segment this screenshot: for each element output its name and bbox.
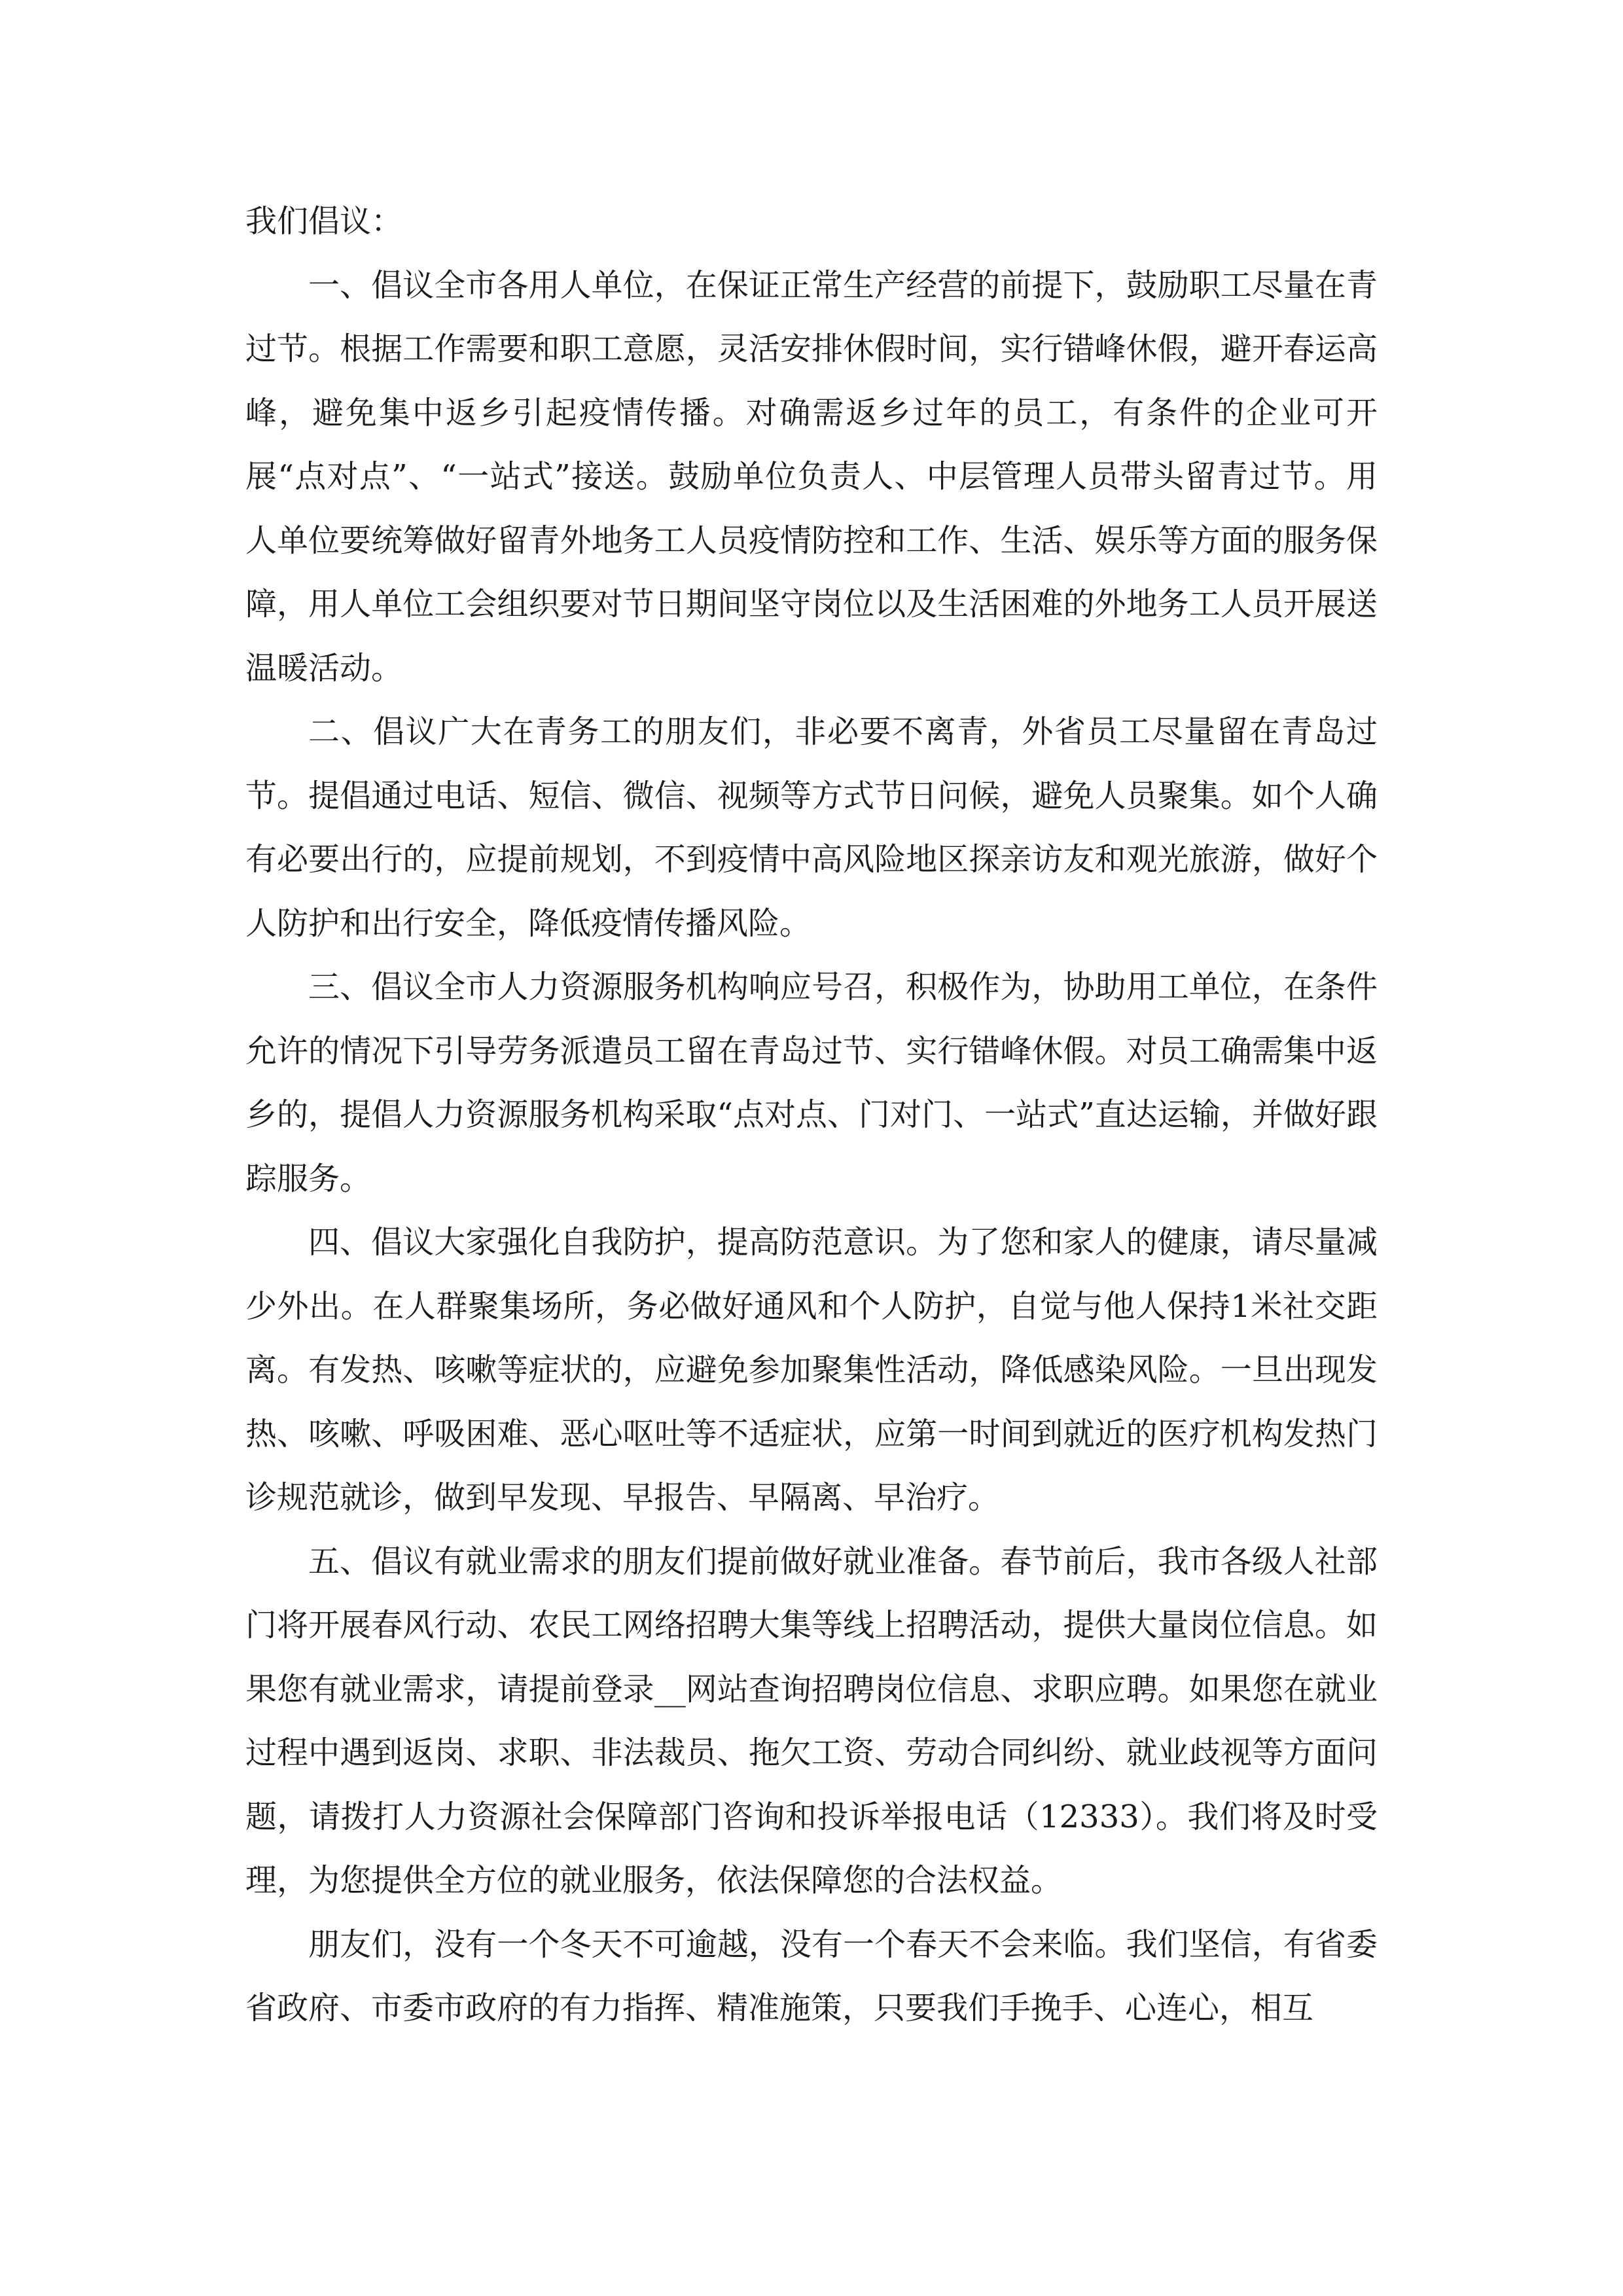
paragraph-5: 五、倡议有就业需求的朋友们提前做好就业准备。春节前后，我市各级人社部门将开展春风行动、农民工网络招聘大集等线上招聘活动，提供大量岗位信息。如果您有就业需求，请提前登录__网站查询招聘岗位信息、求职应聘。如果您在就业过程中遇到返岗、求职、非法裁员、拖欠工资、劳动合同纠纷、就业歧视等方面问题，请拨打人力资源社会保障部门咨询和投诉举报电话（12333）。我们将及时受理，为您提供全方位的就业服务，依法保障您的合法权益。 <box>245 1543 1378 1899</box>
paragraph-6: 朋友们，没有一个冬天不可逾越，没有一个春天不会来临。我们坚信，有省委省政府、市委市政府的有力指挥、精准施策，只要我们手挽手、心连心，相互 <box>245 1926 1378 2026</box>
paragraph-1: 一、倡议全市各用人单位，在保证正常生产经营的前提下，鼓励职工尽量在青过节。根据工作需要和职工意愿，灵活安排休假时间，实行错峰休假，避开春运高峰，避免集中返乡引起疫情传播。对确需返乡过年的员工，有条件的企业可开展“点对点”、“一站式”接送。鼓励单位负责人、中层管理人员带头留青过节。用人单位要统筹做好留青外地务工人员疫情防控和工作、生活、娱乐等方面的服务保障，用人单位工会组织要对节日期间坚守岗位以及生活困难的外地务工人员开展送温暖活动。 <box>245 266 1378 687</box>
paragraph-2: 二、倡议广大在青务工的朋友们，非必要不离青，外省员工尽量留在青岛过节。提倡通过电话、短信、微信、视频等方式节日问候，避免人员聚集。如个人确有必要出行的，应提前规划，不到疫情中高风险地区探亲访友和观光旅游，做好个人防护和出行安全，降低疫情传播风险。 <box>245 713 1378 942</box>
document-body <box>245 190 1378 2041</box>
opening-line: 我们倡议： <box>245 203 403 240</box>
paragraph-4: 四、倡议大家强化自我防护，提高防范意识。为了您和家人的健康，请尽量减少外出。在人群聚集场所，务必做好通风和个人防护，自觉与他人保持1米社交距离。有发热、咳嗽等症状的，应避免参加聚集性活动，降低感染风险。一旦出现发热、咳嗽、呼吸困难、恶心呕吐等不适症状，应第一时间到就近的医疗机构发热门诊规范就诊，做到早发现、早报告、早隔离、早治疗。 <box>245 1224 1378 1516</box>
paragraph-3: 三、倡议全市人力资源服务机构响应号召，积极作为，协助用工单位，在条件允许的情况下引导劳务派遣员工留在青岛过节、实行错峰休假。对员工确需集中返乡的，提倡人力资源服务机构采取“点对点、门对门、一站式”直达运输，并做好跟踪服务。 <box>245 969 1378 1197</box>
